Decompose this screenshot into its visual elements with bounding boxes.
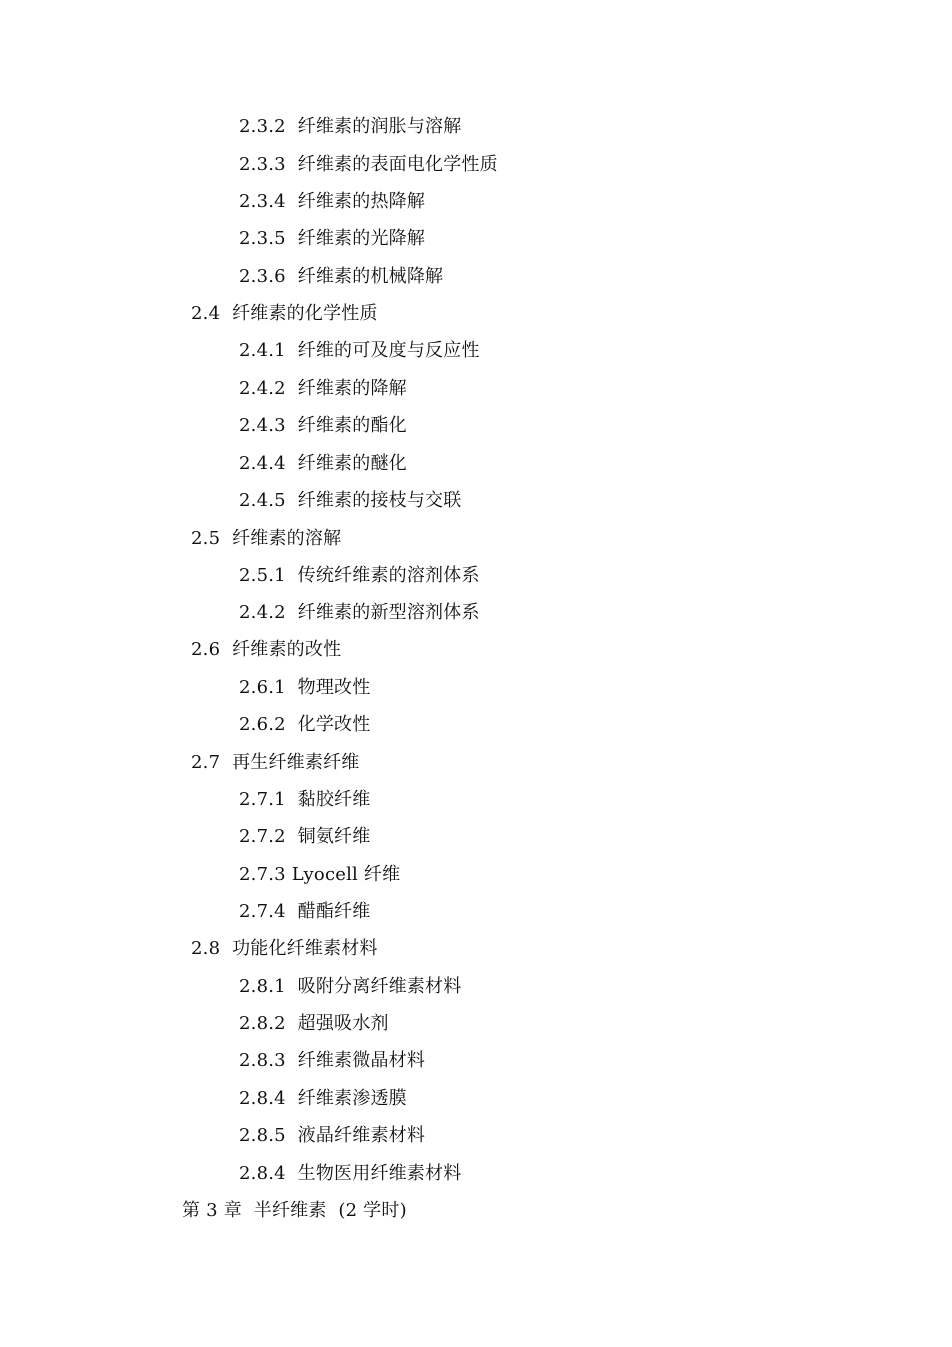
toc-entry-2-7-2: 2.7.2 铜氨纤维 [239, 826, 371, 847]
toc-entry-2-3-4: 2.3.4 纤维素的热降解 [239, 191, 426, 212]
toc-entry-2-4-4: 2.4.4 纤维素的醚化 [239, 453, 407, 474]
toc-entry-2-8-2: 2.8.2 超强吸水剂 [239, 1013, 389, 1034]
toc-entry-2-3-5: 2.3.5 纤维素的光降解 [239, 228, 426, 249]
toc-entry-2-8-3: 2.8.3 纤维素微晶材料 [239, 1050, 426, 1071]
toc-entry-2-8-4: 2.8.4 纤维素渗透膜 [239, 1088, 407, 1109]
toc-entry-2-4-5: 2.4.5 纤维素的接枝与交联 [239, 490, 462, 511]
toc-entry-2-6-2: 2.6.2 化学改性 [239, 714, 371, 735]
toc-entry-2-7-1: 2.7.1 黏胶纤维 [239, 789, 371, 810]
toc-section-2-7: 2.7 再生纤维素纤维 [191, 752, 360, 773]
toc-entry-2-3-6: 2.3.6 纤维素的机械降解 [239, 266, 444, 287]
toc-entry-2-5-2: 2.4.2 纤维素的新型溶剂体系 [239, 602, 480, 623]
toc-entry-2-3-3: 2.3.3 纤维素的表面电化学性质 [239, 154, 498, 175]
toc-entry-2-4-2: 2.4.2 纤维素的降解 [239, 378, 407, 399]
toc-entry-2-7-3: 2.7.3 Lyocell 纤维 [239, 864, 401, 885]
toc-entry-2-8-5: 2.8.5 液晶纤维素材料 [239, 1125, 426, 1146]
toc-entry-2-4-1: 2.4.1 纤维的可及度与反应性 [239, 340, 480, 361]
toc-entry-2-3-2: 2.3.2 纤维素的润胀与溶解 [239, 116, 462, 137]
toc-chapter-3: 第 3 章 半纤维素 (2 学时) [182, 1200, 407, 1221]
toc-entry-2-8-6: 2.8.4 生物医用纤维素材料 [239, 1163, 462, 1184]
toc-section-2-5: 2.5 纤维素的溶解 [191, 528, 342, 549]
toc-entry-2-7-4: 2.7.4 醋酯纤维 [239, 901, 371, 922]
toc-section-2-6: 2.6 纤维素的改性 [191, 639, 342, 660]
toc-entry-2-5-1: 2.5.1 传统纤维素的溶剂体系 [239, 565, 480, 586]
toc-section-2-4: 2.4 纤维素的化学性质 [191, 303, 378, 324]
toc-entry-2-6-1: 2.6.1 物理改性 [239, 677, 371, 698]
toc-section-2-8: 2.8 功能化纤维素材料 [191, 938, 378, 959]
toc-entry-2-8-1: 2.8.1 吸附分离纤维素材料 [239, 976, 462, 997]
toc-entry-2-4-3: 2.4.3 纤维素的酯化 [239, 415, 407, 436]
